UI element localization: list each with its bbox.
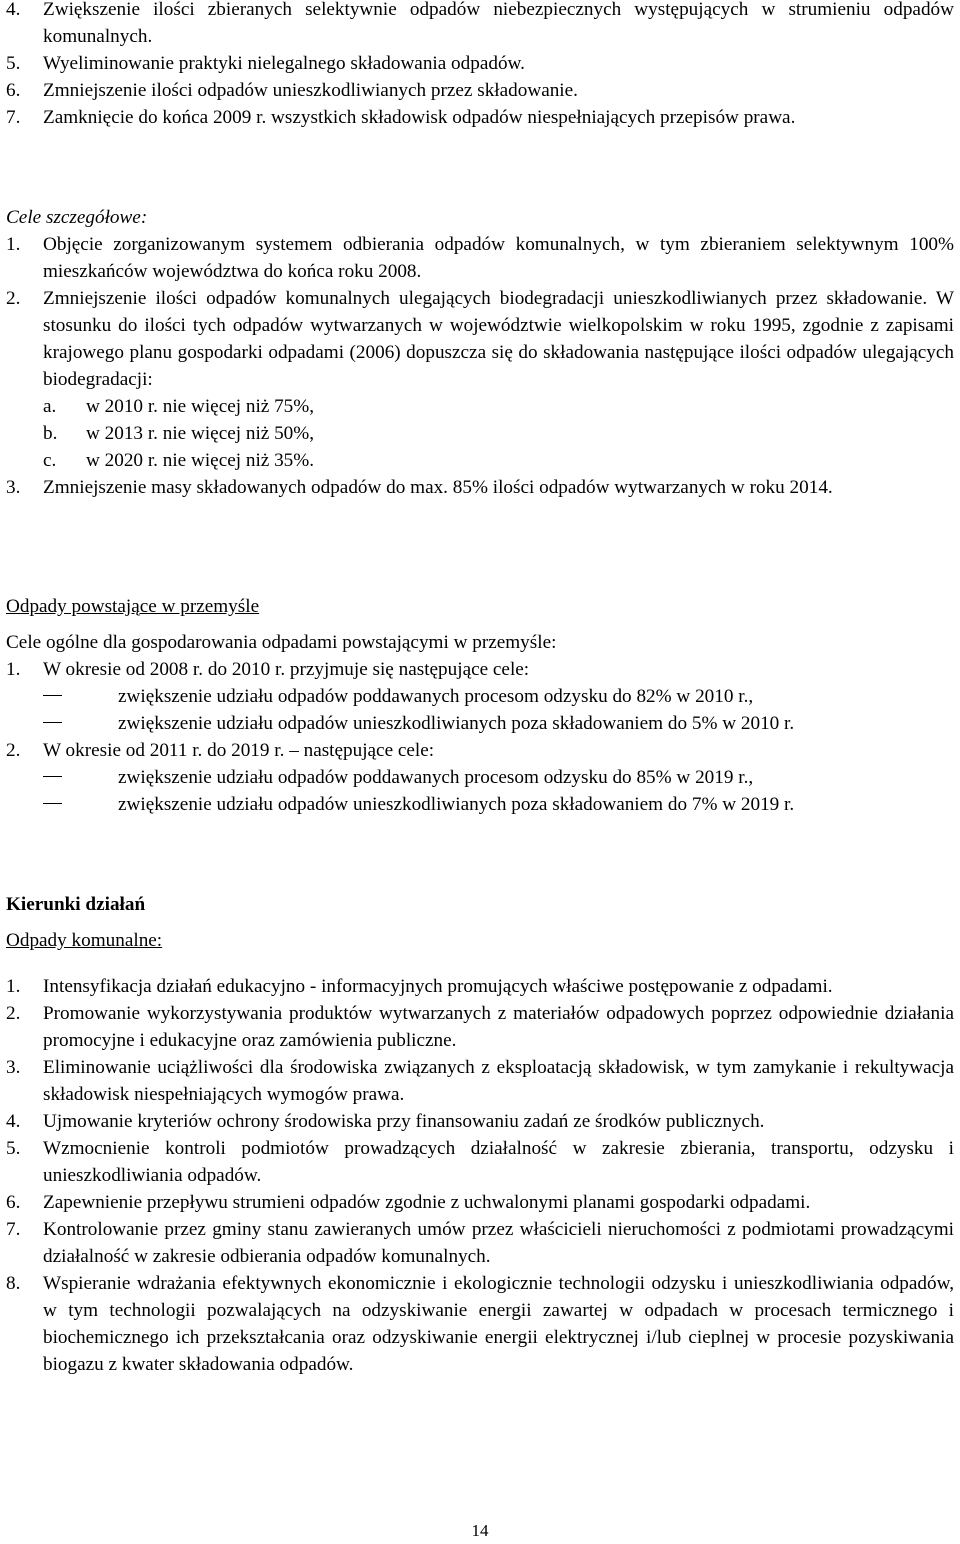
list-item: 2. Promowanie wykorzystywania produktów wytwarzanych z materiałów odpadowych poprzez odpowiednie działania promocyjne i edukacyjne oraz zamówienia publiczne. bbox=[6, 1003, 954, 1051]
section-heading: Cele szczegółowe: bbox=[6, 207, 148, 228]
list-item: 1. Objęcie zorganizowanym systemem odbierania odpadów komunalnych, w tym zbieraniem selektywnym 100% mieszkańców województwa do końca roku 2008. bbox=[6, 234, 954, 282]
list-item: 3. Zmniejszenie masy składowanych odpadów do max. 85% ilości odpadów wytwarzanych w roku 2014. bbox=[6, 477, 833, 498]
list-item: 8. Wspieranie wdrażania efektywnych ekonomicznie i ekologicznie technologii odzysku i unieszkodliwiania odpadów, w tym technologii pozwalających na odzyskiwanie energii zawartej w odpadach w procesach termicznego i biochemicznego ich przekształcania oraz odzyskiwanie energii elektrycznej i/lub cieplnej w procesie pozyskiwania biogazu z kwater składowania odpadów. bbox=[6, 1273, 954, 1375]
cele-szczegolowe-section bbox=[6, 204, 954, 501]
przemysl-section bbox=[6, 593, 954, 818]
dash-item: zwiększenie udziału odpadów poddawanych procesom odzysku do 82% w 2010 r., bbox=[6, 683, 954, 710]
sub-list-item: b. w 2013 r. nie więcej niż 50%, bbox=[43, 423, 315, 444]
dash-bullet bbox=[6, 710, 118, 737]
list-item: 5. Wyeliminowanie praktyki nielegalnego składowania odpadów. bbox=[6, 53, 525, 74]
list-item: 2. Zmniejszenie ilości odpadów komunalnych ulegających biodegradacji unieszkodliwianych przez składowanie. W stosunku do ilości tych odpadów wytwarzanych w województwie wielkopolskim w roku 1995, zgodnie z zapisami krajowego planu gospodarki odpadami (2006) dopuszcza się do składowania następujące ilości odpadów ulegających biodegradacji: bbox=[6, 288, 954, 390]
section-intro: Cele ogólne dla gospodarowania odpadami powstającymi w przemyśle: bbox=[6, 632, 557, 653]
list-item: 1. W okresie od 2008 r. do 2010 r. przyjmuje się następujące cele: bbox=[6, 659, 530, 680]
list-item: 5. Wzmocnienie kontroli podmiotów prowadzących działalność w zakresie zbierania, transportu, odzysku i unieszkodliwiania odpadów. bbox=[6, 1138, 954, 1186]
sub-list-item: c. w 2020 r. nie więcej niż 35%. bbox=[43, 450, 315, 471]
dash-item: zwiększenie udziału odpadów poddawanych procesom odzysku do 85% w 2019 r., bbox=[6, 764, 954, 791]
list-item: 2. W okresie od 2011 r. do 2019 r. – następujące cele: bbox=[6, 740, 435, 761]
section-heading: Odpady powstające w przemyśle bbox=[6, 596, 260, 617]
section-heading: Kierunki działań bbox=[6, 894, 146, 915]
section-subheading: Odpady komunalne: bbox=[6, 930, 163, 951]
list-item: 6. Zmniejszenie ilości odpadów unieszkodliwianych przez składowanie. bbox=[6, 80, 578, 101]
list-item: 4. Ujmowanie kryteriów ochrony środowiska przy finansowaniu zadań ze środków publicznych. bbox=[6, 1111, 765, 1132]
list-item: 1. Intensyfikacja działań edukacyjno - informacyjnych promujących właściwe postępowanie z odpadami. bbox=[6, 976, 833, 997]
list-item: 3. Eliminowanie uciążliwości dla środowiska związanych z eksploatacją składowisk, w tym zamykanie i rekultywacja składowisk niespełniających wymogów prawa. bbox=[6, 1057, 954, 1105]
dash-bullet bbox=[6, 683, 118, 710]
dash-bullet bbox=[6, 764, 118, 791]
list-item: 4. Zwiększenie ilości zbieranych selektywnie odpadów niebezpiecznych występujących w strumieniu odpadów komunalnych. bbox=[6, 0, 954, 47]
list-item: 7. Kontrolowanie przez gminy stanu zawieranych umów przez właścicieli nieruchomości z podmiotami prowadzącymi działalność w zakresie odbierania odpadów komunalnych. bbox=[6, 1219, 954, 1267]
dash-item: zwiększenie udziału odpadów unieszkodliwianych poza składowaniem do 5% w 2010 r. bbox=[6, 710, 954, 737]
dash-bullet bbox=[6, 791, 118, 818]
dash-item: zwiększenie udziału odpadów unieszkodliwianych poza składowaniem do 7% w 2019 r. bbox=[6, 791, 954, 818]
kierunki-section bbox=[6, 891, 954, 1378]
top-list bbox=[6, 0, 954, 131]
list-item: 6. Zapewnienie przepływu strumieni odpadów zgodnie z uchwalonymi planami gospodarki odpadami. bbox=[6, 1192, 811, 1213]
sub-list-item: a. w 2010 r. nie więcej niż 75%, bbox=[43, 396, 315, 417]
page-number: 14 bbox=[471, 1521, 489, 1540]
list-item: 7. Zamknięcie do końca 2009 r. wszystkich składowisk odpadów niespełniających przepisów prawa. bbox=[6, 107, 796, 128]
